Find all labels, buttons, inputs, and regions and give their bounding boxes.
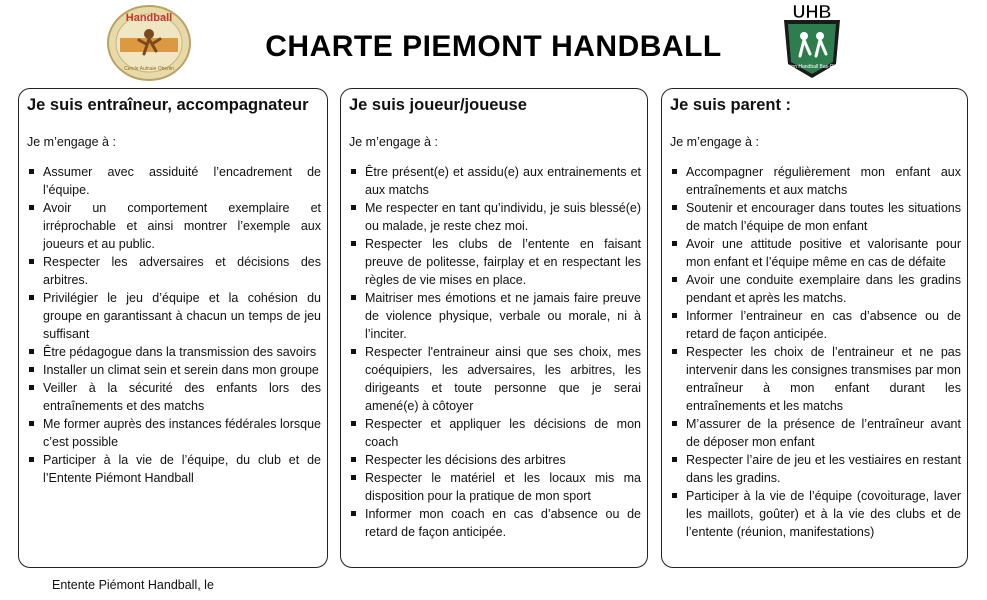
list-item: Respecter le matériel et les locaux mis ma disposition pour la pratique de mon sport xyxy=(349,469,641,505)
coach-charter-title: Je suis entraîneur, accompagnateur xyxy=(27,96,309,114)
list-item: Respecter les adversaires et décisions des arbitres. xyxy=(27,253,321,289)
list-item: Assumer avec assiduité l’encadrement de l’équipe. xyxy=(27,163,321,199)
left-logo-subtext: Cercle Aulnaie Oberlin xyxy=(124,66,174,72)
signature-line: Entente Piémont Handball, le xyxy=(52,578,214,592)
list-item: Installer un climat sein et serein dans mon groupe xyxy=(27,361,321,379)
list-item: Veiller à la sécurité des enfants lors des entraînements et des matchs xyxy=(27,379,321,415)
list-item: Respecter les décisions des arbitres xyxy=(349,451,641,469)
list-item: Informer l’entraineur en cas d’absence ou de retard de façon anticipée. xyxy=(670,307,961,343)
list-item: Accompagner régulièrement mon enfant aux entraînements et aux matchs xyxy=(670,163,961,199)
right-logo-subtext: Union Handball Bas-Rhin xyxy=(783,64,841,70)
list-item: Privilégier le jeu d’équipe et la cohésion du groupe en garantissant à chacun un temps de jeu suffisant xyxy=(27,289,321,343)
left-logo-text: Handball xyxy=(125,12,173,24)
list-item: Informer mon coach en cas d’absence ou de retard de façon anticipée. xyxy=(349,505,641,541)
list-item: Me respecter en tant qu’individu, je suis blessé(e) ou malade, je reste chez moi. xyxy=(349,199,641,235)
list-item: M’assurer de la présence de l’entraîneur avant de déposer mon enfant xyxy=(670,415,961,451)
parent-charter-intro: Je m’engage à : xyxy=(670,135,759,149)
list-item: Soutenir et encourager dans toutes les situations de match l’équipe de mon enfant xyxy=(670,199,961,235)
list-item: Respecter l’aire de jeu et les vestiaires en restant dans les gradins. xyxy=(670,451,961,487)
list-item: Être présent(e) et assidu(e) aux entrainements et aux matchs xyxy=(349,163,641,199)
list-item: Participer à la vie de l’équipe (covoiturage, laver les maillots, goûter) et à la vie des clubs et de l’entente (réunion, manifestations) xyxy=(670,487,961,541)
player-commitments-list xyxy=(349,163,641,541)
coach-charter-intro: Je m’engage à : xyxy=(27,135,116,149)
player-charter-title: Je suis joueur/joueuse xyxy=(349,96,527,114)
list-item: Respecter l'entraineur ainsi que ses choix, mes coéquipiers, les adversaires, les arbitres, les dirigeants et toute personne que je serai amené(e) à côtoyer xyxy=(349,343,641,415)
list-item: Être pédagogue dans la transmission des savoirs xyxy=(27,343,321,361)
coach-commitments-list xyxy=(27,163,321,487)
club-logo-right xyxy=(774,0,850,82)
list-item: Me former auprès des instances fédérales lorsque c’est possible xyxy=(27,415,321,451)
parent-charter-box xyxy=(661,88,968,568)
page-title: CHARTE PIEMONT HANDBALL xyxy=(265,30,722,63)
list-item: Participer à la vie de l’équipe, du club et de l’Entente Piémont Handball xyxy=(27,451,321,487)
list-item: Respecter et appliquer les décisions de mon coach xyxy=(349,415,641,451)
player-charter-box xyxy=(340,88,648,568)
list-item: Respecter les clubs de l’entente en faisant preuve de politesse, fairplay et en respectant les règles de vie mises en place. xyxy=(349,235,641,289)
coach-charter-box xyxy=(18,88,328,568)
list-item: Avoir une attitude positive et valorisante pour mon enfant et l’équipe même en cas de défaite xyxy=(670,235,961,271)
list-item: Avoir un comportement exemplaire et irréprochable et ainsi montrer l’exemple aux joueurs et au public. xyxy=(27,199,321,253)
list-item: Maitriser mes émotions et ne jamais faire preuve de violence physique, verbale ou morale, ni à l’inciter. xyxy=(349,289,641,343)
player-charter-intro: Je m’engage à : xyxy=(349,135,438,149)
parent-charter-title: Je suis parent : xyxy=(670,96,792,114)
parent-commitments-list xyxy=(670,163,961,541)
right-logo-text: UHB xyxy=(792,2,832,22)
list-item: Respecter les choix de l’entraineur et ne pas intervenir dans les consignes transmises par mon entraîneur à mon enfant durant les entraînements et les matchs xyxy=(670,343,961,415)
list-item: Avoir une conduite exemplaire dans les gradins pendant et après les matchs. xyxy=(670,271,961,307)
